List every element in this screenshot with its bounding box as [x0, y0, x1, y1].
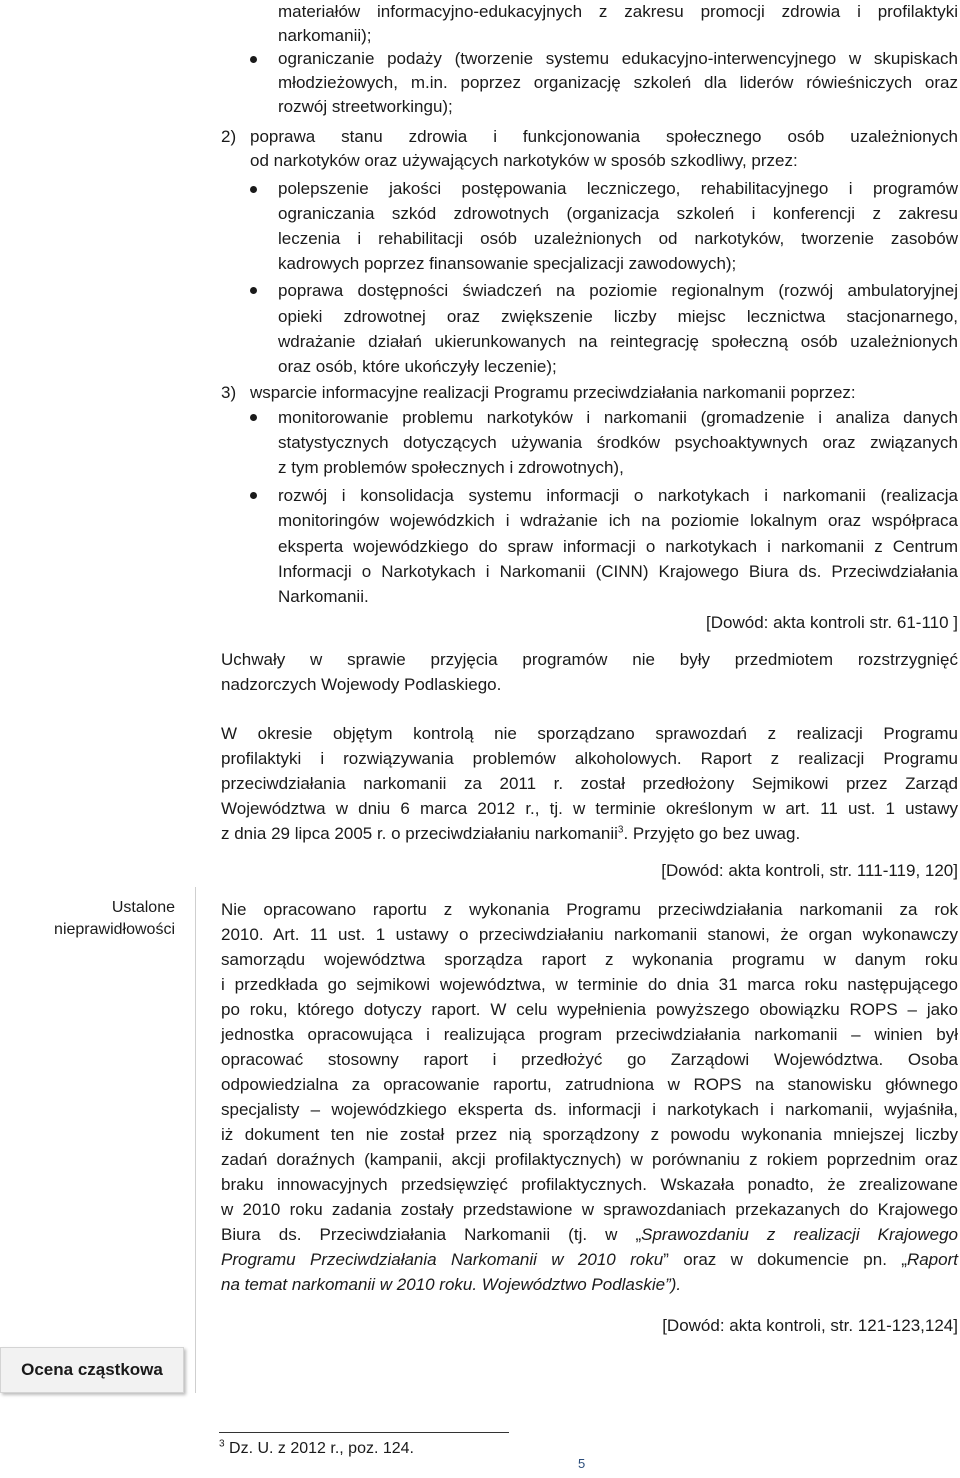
paragraph-text: ” oraz w dokumencie pn. „	[663, 1250, 907, 1269]
bullet-text-line: Informacji o Narkotykach i Narkomanii (CINN) Krajowego Biura ds. Przeciwdziałania	[278, 562, 958, 581]
paragraph-italic: Sprawozdaniu z realizacji Krajowego	[641, 1225, 958, 1244]
bullet-text-line: rozwój streetworkingu);	[278, 97, 453, 116]
paragraph-line: profilaktyki i rozwiązywania problemów alkoholowych. Raport z realizacji Programu	[221, 749, 958, 768]
paragraph-line: Uchwały w sprawie przyjęcia programów nie były przedmiotem rozstrzygnięć	[221, 650, 958, 669]
bullet-text-line: ograniczanie podaży (tworzenie systemu edukacyjno-interwencyjnego w skupiskach	[278, 49, 958, 68]
paragraph-line: samorządu województwa sporządza raport z wykonania programu w danym roku	[221, 950, 958, 969]
bullet-point	[250, 414, 257, 421]
bullet-point	[250, 186, 257, 193]
footnote-ref: 3	[617, 824, 624, 836]
bullet-text-line: monitoringów wojewódzkich i wdrażanie ich na poziomie lokalnym oraz współpraca	[278, 511, 958, 530]
bullet-text-line: polepszenie jakości postępowania leczniczego, rehabilitacyjnego i programów	[278, 179, 958, 198]
paragraph-text: Biura ds. Przeciwdziałania Narkomanii (tj. w „	[221, 1225, 642, 1244]
list-continuation-line: narkomanii);	[278, 26, 372, 45]
paragraph-line: W okresie objętym kontrolą nie sporządzano sprawozdań z realizacji Programu	[221, 724, 958, 743]
footnote-text: Dz. U. z 2012 r., poz. 124.	[229, 1440, 414, 1457]
paragraph-line: braku innowacyjnych przedsięwzięć profilaktycznych. Wskazała ponadto, że zrealizowane	[221, 1175, 958, 1194]
section-label-box	[0, 1347, 184, 1393]
bullet-text-line: ograniczania szkód zdrowotnych (organizacja szkoleń i konferencji z zakresu	[278, 204, 958, 223]
bullet-point	[250, 56, 257, 63]
paragraph-line: i przedkłada go sejmikowi województwa, w terminie do dnia 31 marca roku następującego	[221, 975, 958, 994]
bullet-text-line: statystycznych dotyczących używania środków psychoaktywnych oraz związanych	[278, 433, 958, 452]
list-continuation-line: materiałów informacyjno-edukacyjnych z zakresu promocji zdrowia i profilaktyki	[278, 2, 958, 21]
paragraph-line: przeciwdziałania narkomanii za 2011 r. został przedłożony Sejmikowi przez Zarząd	[221, 774, 958, 793]
paragraph-line: po roku, którego dotyczy raport. W celu wypełnienia powyższego obowiązku ROPS – jako	[221, 1000, 958, 1019]
bullet-point	[250, 492, 257, 499]
margin-divider	[195, 887, 196, 1393]
paragraph-line: iż dokument ten nie został przez nią sporządzony z powodu wykonania mniejszej liczby	[221, 1125, 958, 1144]
bullet-text-line: wdrażanie działań ukierunkowanych na reintegrację społeczną osób uzależnionych	[278, 332, 958, 351]
side-label-line: nieprawidłowości	[54, 921, 175, 938]
paragraph-line: 2010. Art. 11 ust. 1 ustawy o przeciwdziałaniu narkomanii stanowi, że organ wykonawczy	[221, 925, 958, 944]
item-text-line: od narkotyków oraz używających narkotyków w sposób szkodliwy, przez:	[250, 151, 798, 170]
item-text-line: wsparcie informacyjne realizacji Programu przeciwdziałania narkomanii poprzez:	[250, 383, 856, 402]
list-number: 2)	[221, 127, 237, 146]
paragraph-line: jednostka opracowująca i realizująca program przeciwdziałania narkomanii – winien był	[221, 1025, 958, 1044]
paragraph-line: zadań doraźnych (kampanii, akcji profilaktycznych) w porównaniu z rokiem poprzednim oraz	[221, 1150, 958, 1169]
paragraph-line: Województwa w dniu 6 marca 2012 r., tj. w terminie określonym w art. 11 ust. 1 ustawy	[221, 799, 958, 818]
bullet-text-line: opieki zdrowotnej oraz zwiększenie liczby miejsc lecznictwa stacjonarnego,	[278, 307, 958, 326]
evidence-reference: [Dowód: akta kontroli str. 61-110 ]	[706, 613, 958, 632]
footnote-marker: 3	[219, 1438, 225, 1450]
evidence-reference: [Dowód: akta kontroli, str. 121-123,124]	[662, 1316, 958, 1335]
paragraph-text: z dnia 29 lipca 2005 r. o przeciwdziałaniu narkomanii	[221, 824, 618, 843]
paragraph-line: specjalisty – wojewódzkiego eksperta ds. informacji i narkotykach i narkomanii, wyjaśniła,	[221, 1100, 958, 1119]
paragraph-text: . Przyjęto go bez uwag.	[623, 824, 801, 843]
evidence-reference: [Dowód: akta kontroli, str. 111-119, 120]	[661, 861, 958, 880]
paragraph-line	[221, 822, 800, 846]
paragraph-line: w 2010 roku zadania zostały przedstawione w sprawozdaniach przekazanych do Krajowego	[221, 1200, 958, 1219]
bullet-text-line: eksperta wojewódzkiego do spraw informacji o narkotykach i narkomanii z Centrum	[278, 537, 958, 556]
paragraph-italic: ”).	[665, 1275, 682, 1294]
bullet-text-line: oraz osób, które ukończyły leczenie);	[278, 357, 557, 376]
paragraph-italic: Programu Przeciwdziałania Narkomanii w 2010 roku	[221, 1250, 664, 1269]
paragraph-italic: na temat narkomanii w 2010 roku. Województwo Podlaskie	[221, 1275, 666, 1294]
item-text-line: poprawa stanu zdrowia i funkcjonowania społecznego osób uzależnionych	[250, 127, 958, 146]
side-label	[40, 897, 175, 941]
footnote	[219, 1437, 414, 1461]
side-label-line: Ustalone	[111, 899, 175, 916]
bullet-text-line: poprawa dostępności świadczeń na poziomie regionalnym (rozwój ambulatoryjnej	[278, 281, 958, 300]
bullet-text-line: Narkomanii.	[278, 587, 369, 606]
paragraph-line: Nie opracowano raportu z wykonania Programu przeciwdziałania narkomanii za rok	[221, 900, 958, 919]
bullet-text-line: kadrowych poprzez finansowanie specjalizacji zawodowych);	[278, 254, 737, 273]
paragraph-line: odpowiedzialna za opracowanie raportu, zatrudniona w ROPS na stanowisku głównego	[221, 1075, 958, 1094]
bullet-text-line: rozwój i konsolidacja systemu informacji o narkotykach i narkomanii (realizacja	[278, 486, 958, 505]
paragraph-italic: Raport	[906, 1250, 958, 1269]
page-number: 5	[578, 1456, 586, 1471]
footnote-rule	[219, 1432, 509, 1433]
bullet-text-line: monitorowanie problemu narkotyków i narkomanii (gromadzenie i analiza danych	[278, 408, 958, 427]
bullet-text-line: leczenia i rehabilitacji osób uzależnionych od narkotyków, tworzenie zasobów	[278, 229, 958, 248]
bullet-text-line: z tym problemów społecznych i zdrowotnych),	[278, 458, 624, 477]
bullet-text-line: młodzieżowych, m.in. poprzez organizację szkoleń dla liderów rówieśniczych oraz	[278, 73, 958, 92]
paragraph-line	[221, 1248, 958, 1272]
list-number: 3)	[221, 383, 237, 402]
paragraph-line	[221, 1223, 958, 1247]
bullet-point	[250, 287, 257, 294]
section-label: Ocena cząstkowa	[21, 1360, 163, 1379]
paragraph-line: nadzorczych Wojewody Podlaskiego.	[221, 675, 502, 694]
paragraph-line	[221, 1273, 681, 1297]
paragraph-line: opracować stosowny raport i przedłożyć go Zarządowi Województwa. Osoba	[221, 1050, 958, 1069]
